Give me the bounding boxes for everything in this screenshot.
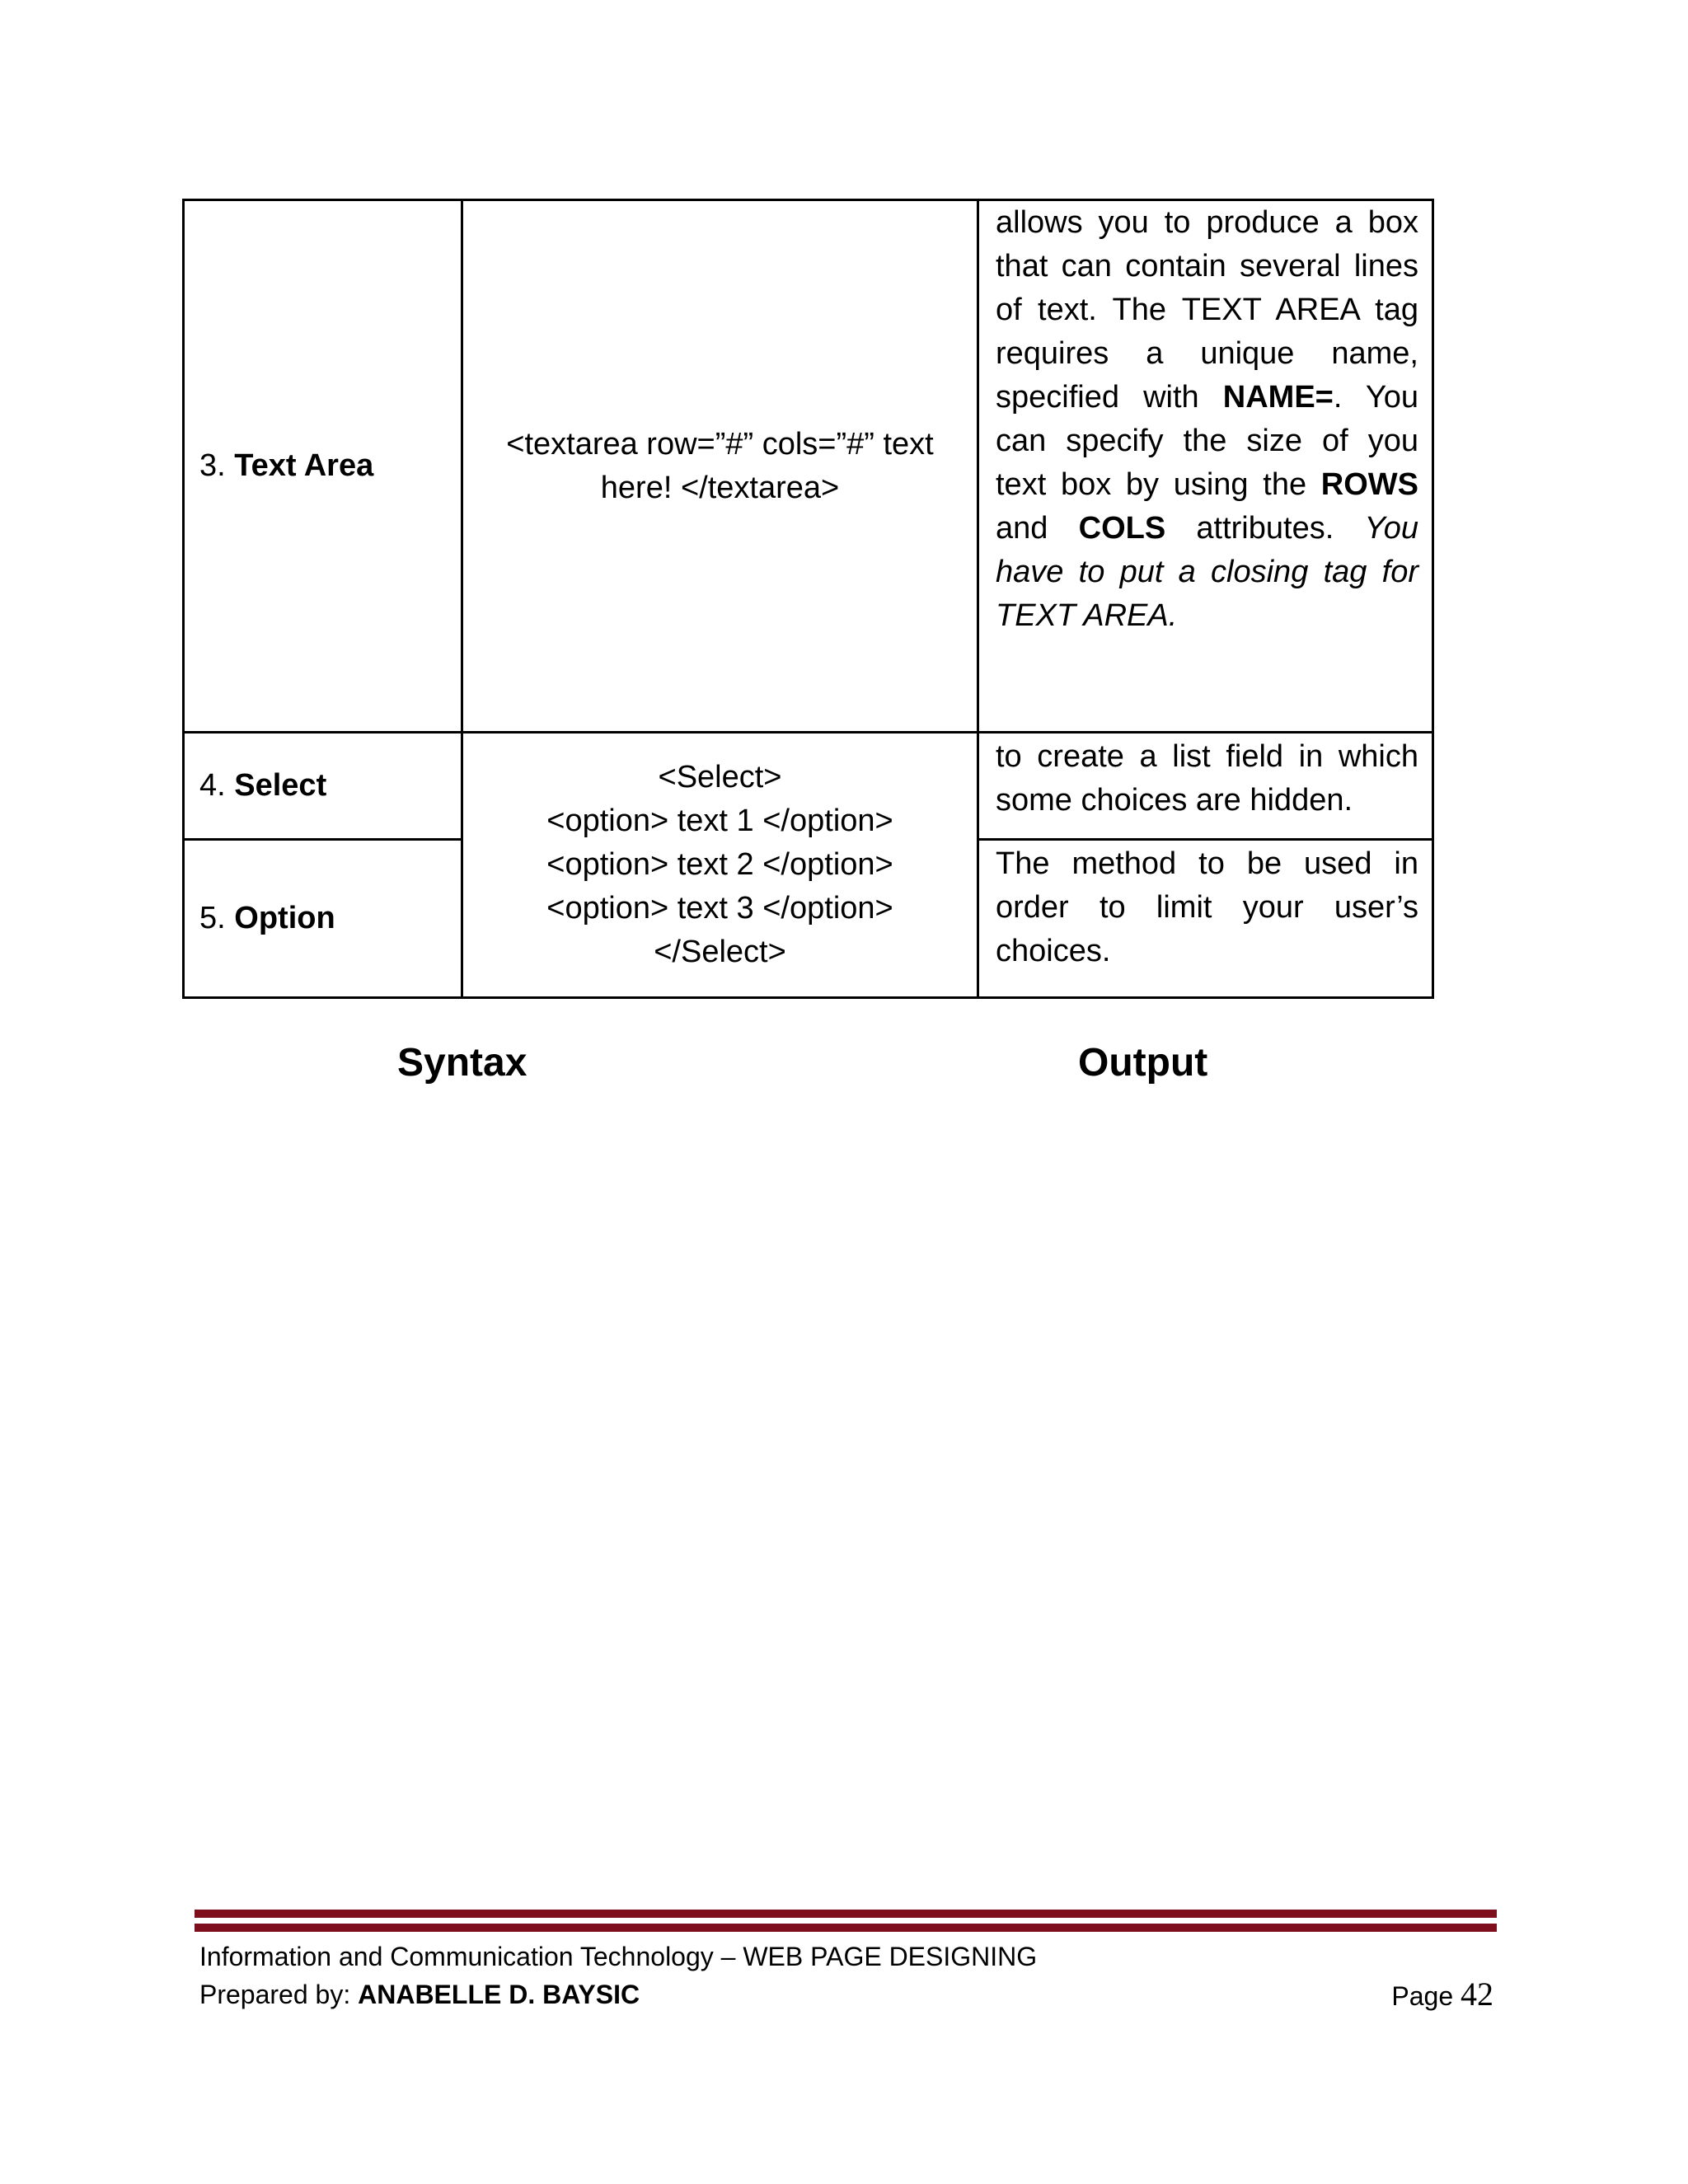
desc-text: allows you to produce a box that can contain several lines of text. The TEXT AREA tag requires a unique name, specified with	[996, 205, 1418, 415]
syntax-line: <option> text 1 </option>	[546, 804, 893, 838]
page-number-value: 42	[1461, 1975, 1493, 2013]
syntax-cell	[462, 733, 978, 998]
row-number: 4.	[199, 768, 226, 803]
form-elements-table	[182, 199, 1434, 999]
description-cell: to create a list field in which some choices are hidden.	[978, 733, 1433, 840]
desc-text: attributes.	[1165, 511, 1365, 546]
syntax-line: <option> text 3 </option>	[546, 891, 893, 926]
footer-rule	[195, 1910, 1497, 1918]
syntax-line: <option> text 2 </option>	[546, 847, 893, 882]
row-number: 5.	[199, 901, 226, 935]
syntax-line: <textarea row=”#” cols=”#” text	[506, 426, 934, 462]
element-name-cell	[184, 840, 462, 998]
syntax-line: <Select>	[658, 760, 782, 794]
author-name: ANABELLE D. BAYSIC	[358, 1980, 640, 2009]
footer-course: Information and Communication Technology – WEB PAGE DESIGNING	[199, 1942, 1038, 1971]
syntax-line: here! </textarea>	[600, 470, 840, 505]
element-name: Select	[234, 768, 327, 803]
output-heading: Output	[1078, 1041, 1208, 1085]
syntax-line: </Select>	[654, 935, 786, 969]
syntax-cell	[462, 200, 978, 733]
table-row	[184, 200, 1433, 733]
syntax-heading: Syntax	[397, 1041, 528, 1085]
footer-rule	[195, 1924, 1497, 1932]
element-name-cell	[184, 733, 462, 840]
element-name: Option	[234, 901, 335, 935]
page-label: Page	[1391, 1981, 1461, 2011]
page-number	[1391, 1975, 1493, 2013]
table-row	[184, 733, 1433, 840]
element-name: Text Area	[234, 448, 374, 483]
desc-bold: NAME=	[1222, 380, 1334, 415]
desc-text: . You can specify the size of you text box by using the	[996, 380, 1418, 502]
desc-bold: ROWS	[1320, 467, 1418, 502]
element-name-cell	[184, 200, 462, 733]
desc-bold: COLS	[1078, 511, 1166, 546]
description-cell: The method to be used in order to limit your user’s choices.	[978, 840, 1433, 998]
description-cell	[978, 200, 1433, 733]
desc-italic: You have to put a closing tag for TEXT AREA.	[996, 511, 1418, 633]
desc-text: and	[996, 511, 1079, 546]
footer-prepared-by	[199, 1980, 640, 2010]
prepared-label: Prepared by:	[199, 1980, 359, 2009]
row-number: 3.	[199, 448, 226, 483]
